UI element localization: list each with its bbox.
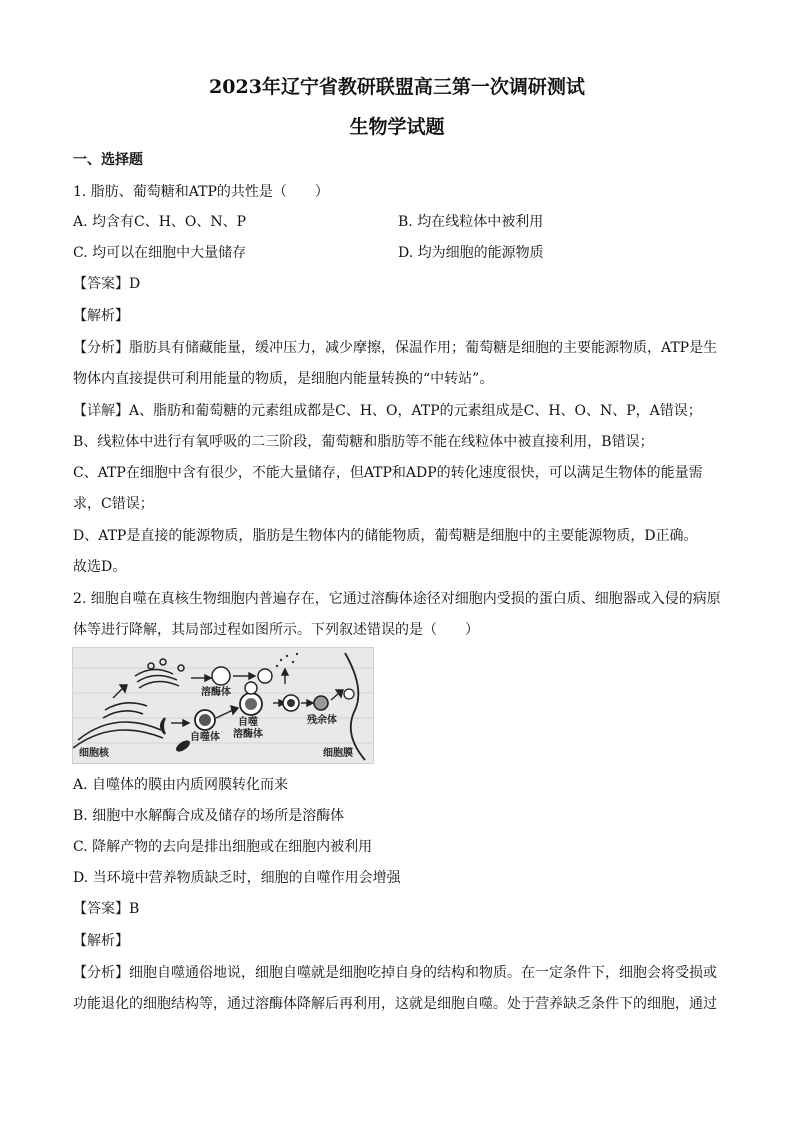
nucleus-shape (73, 703, 163, 748)
answer-value: B (129, 901, 140, 917)
fenxi-tag: 【分析】 (73, 340, 129, 356)
q2-stem-1: 2. 细胞自噬在真核生物细胞内普遍存在，它通过溶酶体途径对细胞内受损的蛋白质、细胞器或入侵的病原 (73, 591, 721, 607)
autophagy-diagram (73, 648, 373, 763)
q2-fenxi-line-1 (73, 963, 723, 983)
answer-value: D (129, 276, 141, 292)
autophagy-figure (72, 647, 374, 764)
xiangjie-tag: 【详解】 (73, 403, 129, 419)
label-autolysosome-2: 溶酶体 (233, 729, 263, 740)
section-heading: 一、选择题 (73, 152, 143, 168)
golgi-shape (135, 659, 184, 688)
q2-answer (73, 899, 723, 919)
q1-xiangjie-c-2: 求，C错误； (73, 496, 154, 512)
fenxi-text: 脂肪具有储藏能量，缓冲压力，减少摩擦，保温作用；葡萄糖是细胞的主要能源物质，ATP是生 (129, 340, 718, 356)
q2-option-a: A. 自噬体的膜由内质网膜转化而来 (73, 777, 289, 793)
q2-analysis-tag: 【解析】 (73, 933, 129, 949)
document-title: 2023年辽宁省教研联盟高三第一次调研测试 (209, 76, 585, 98)
label-nucleus: 细胞核 (79, 748, 109, 759)
q1-analysis-tag: 【解析】 (73, 308, 129, 324)
document-subtitle: 生物学试题 (349, 116, 445, 138)
q2-stem-2: 体等进行降解，其局部过程如图所示。下列叙述错误的是（ ） (73, 622, 479, 638)
q1-option-d: D. 均为细胞的能源物质 (398, 245, 544, 261)
residual-body-shape (314, 696, 328, 710)
lysosome-shape (212, 667, 230, 685)
q1-stem: 1. 脂肪、葡萄糖和ATP的共性是（ ） (73, 184, 329, 200)
q1-conclusion: 故选D。 (73, 559, 127, 575)
q1-xiangjie-b: B、线粒体中进行有氧呼吸的二三阶段，葡萄糖和脂肪等不能在线粒体中被直接利用，B错误； (73, 434, 654, 450)
q2-option-b: B. 细胞中水解酶合成及储存的场所是溶酶体 (73, 808, 345, 824)
label-autophagosome: 自噬体 (190, 732, 220, 743)
xiangjie-text: A、脂肪和葡萄糖的元素组成都是C、H、O，ATP的元素组成是C、H、O、N、P，A错误； (129, 403, 702, 419)
fenxi-tag: 【分析】 (73, 965, 129, 981)
q2-fenxi-line-2: 功能退化的细胞结构等，通过溶酶体降解后再利用，这就是细胞自噬。处于营养缺乏条件下的细胞，通过 (73, 996, 717, 1012)
q1-option-a: A. 均含有C、H、O、N、P (73, 214, 247, 230)
q1-fenxi-line-1 (73, 338, 723, 358)
label-cell-membrane: 细胞膜 (323, 748, 353, 759)
q2-option-d: D. 当环境中营养物质缺乏时，细胞的自噬作用会增强 (73, 870, 401, 886)
label-lysosome: 溶酶体 (201, 687, 231, 698)
q1-xiangjie-a (73, 401, 723, 421)
answer-tag: 【答案】 (73, 276, 129, 292)
q1-xiangjie-c-1: C、ATP在细胞中含有很少，不能大量储存，但ATP和ADP的转化速度很快，可以满足生物体的能量需 (73, 465, 703, 481)
q1-fenxi-line-2: 物体内直接提供可利用能量的物质，是细胞内能量转换的“中转站”。 (73, 371, 494, 387)
label-residual-body: 残余体 (307, 715, 337, 726)
cell-membrane-shape (345, 653, 365, 760)
answer-tag: 【答案】 (73, 901, 129, 917)
q1-option-b: B. 均在线粒体中被利用 (398, 214, 544, 230)
fenxi-text: 细胞自噬通俗地说，细胞自噬就是细胞吃掉自身的结构和物质。在一定条件下，细胞会将受损或 (129, 965, 717, 981)
q2-option-c: C. 降解产物的去向是排出细胞或在细胞内被利用 (73, 839, 373, 855)
q1-xiangjie-d: D、ATP是直接的能源物质，脂肪是生物体内的储能物质，葡萄糖是细胞中的主要能源物质，D正确。 (73, 528, 698, 544)
label-autolysosome-1: 自噬 (238, 717, 258, 728)
q1-option-c: C. 均可以在细胞中大量储存 (73, 245, 247, 261)
q1-answer (73, 274, 723, 294)
